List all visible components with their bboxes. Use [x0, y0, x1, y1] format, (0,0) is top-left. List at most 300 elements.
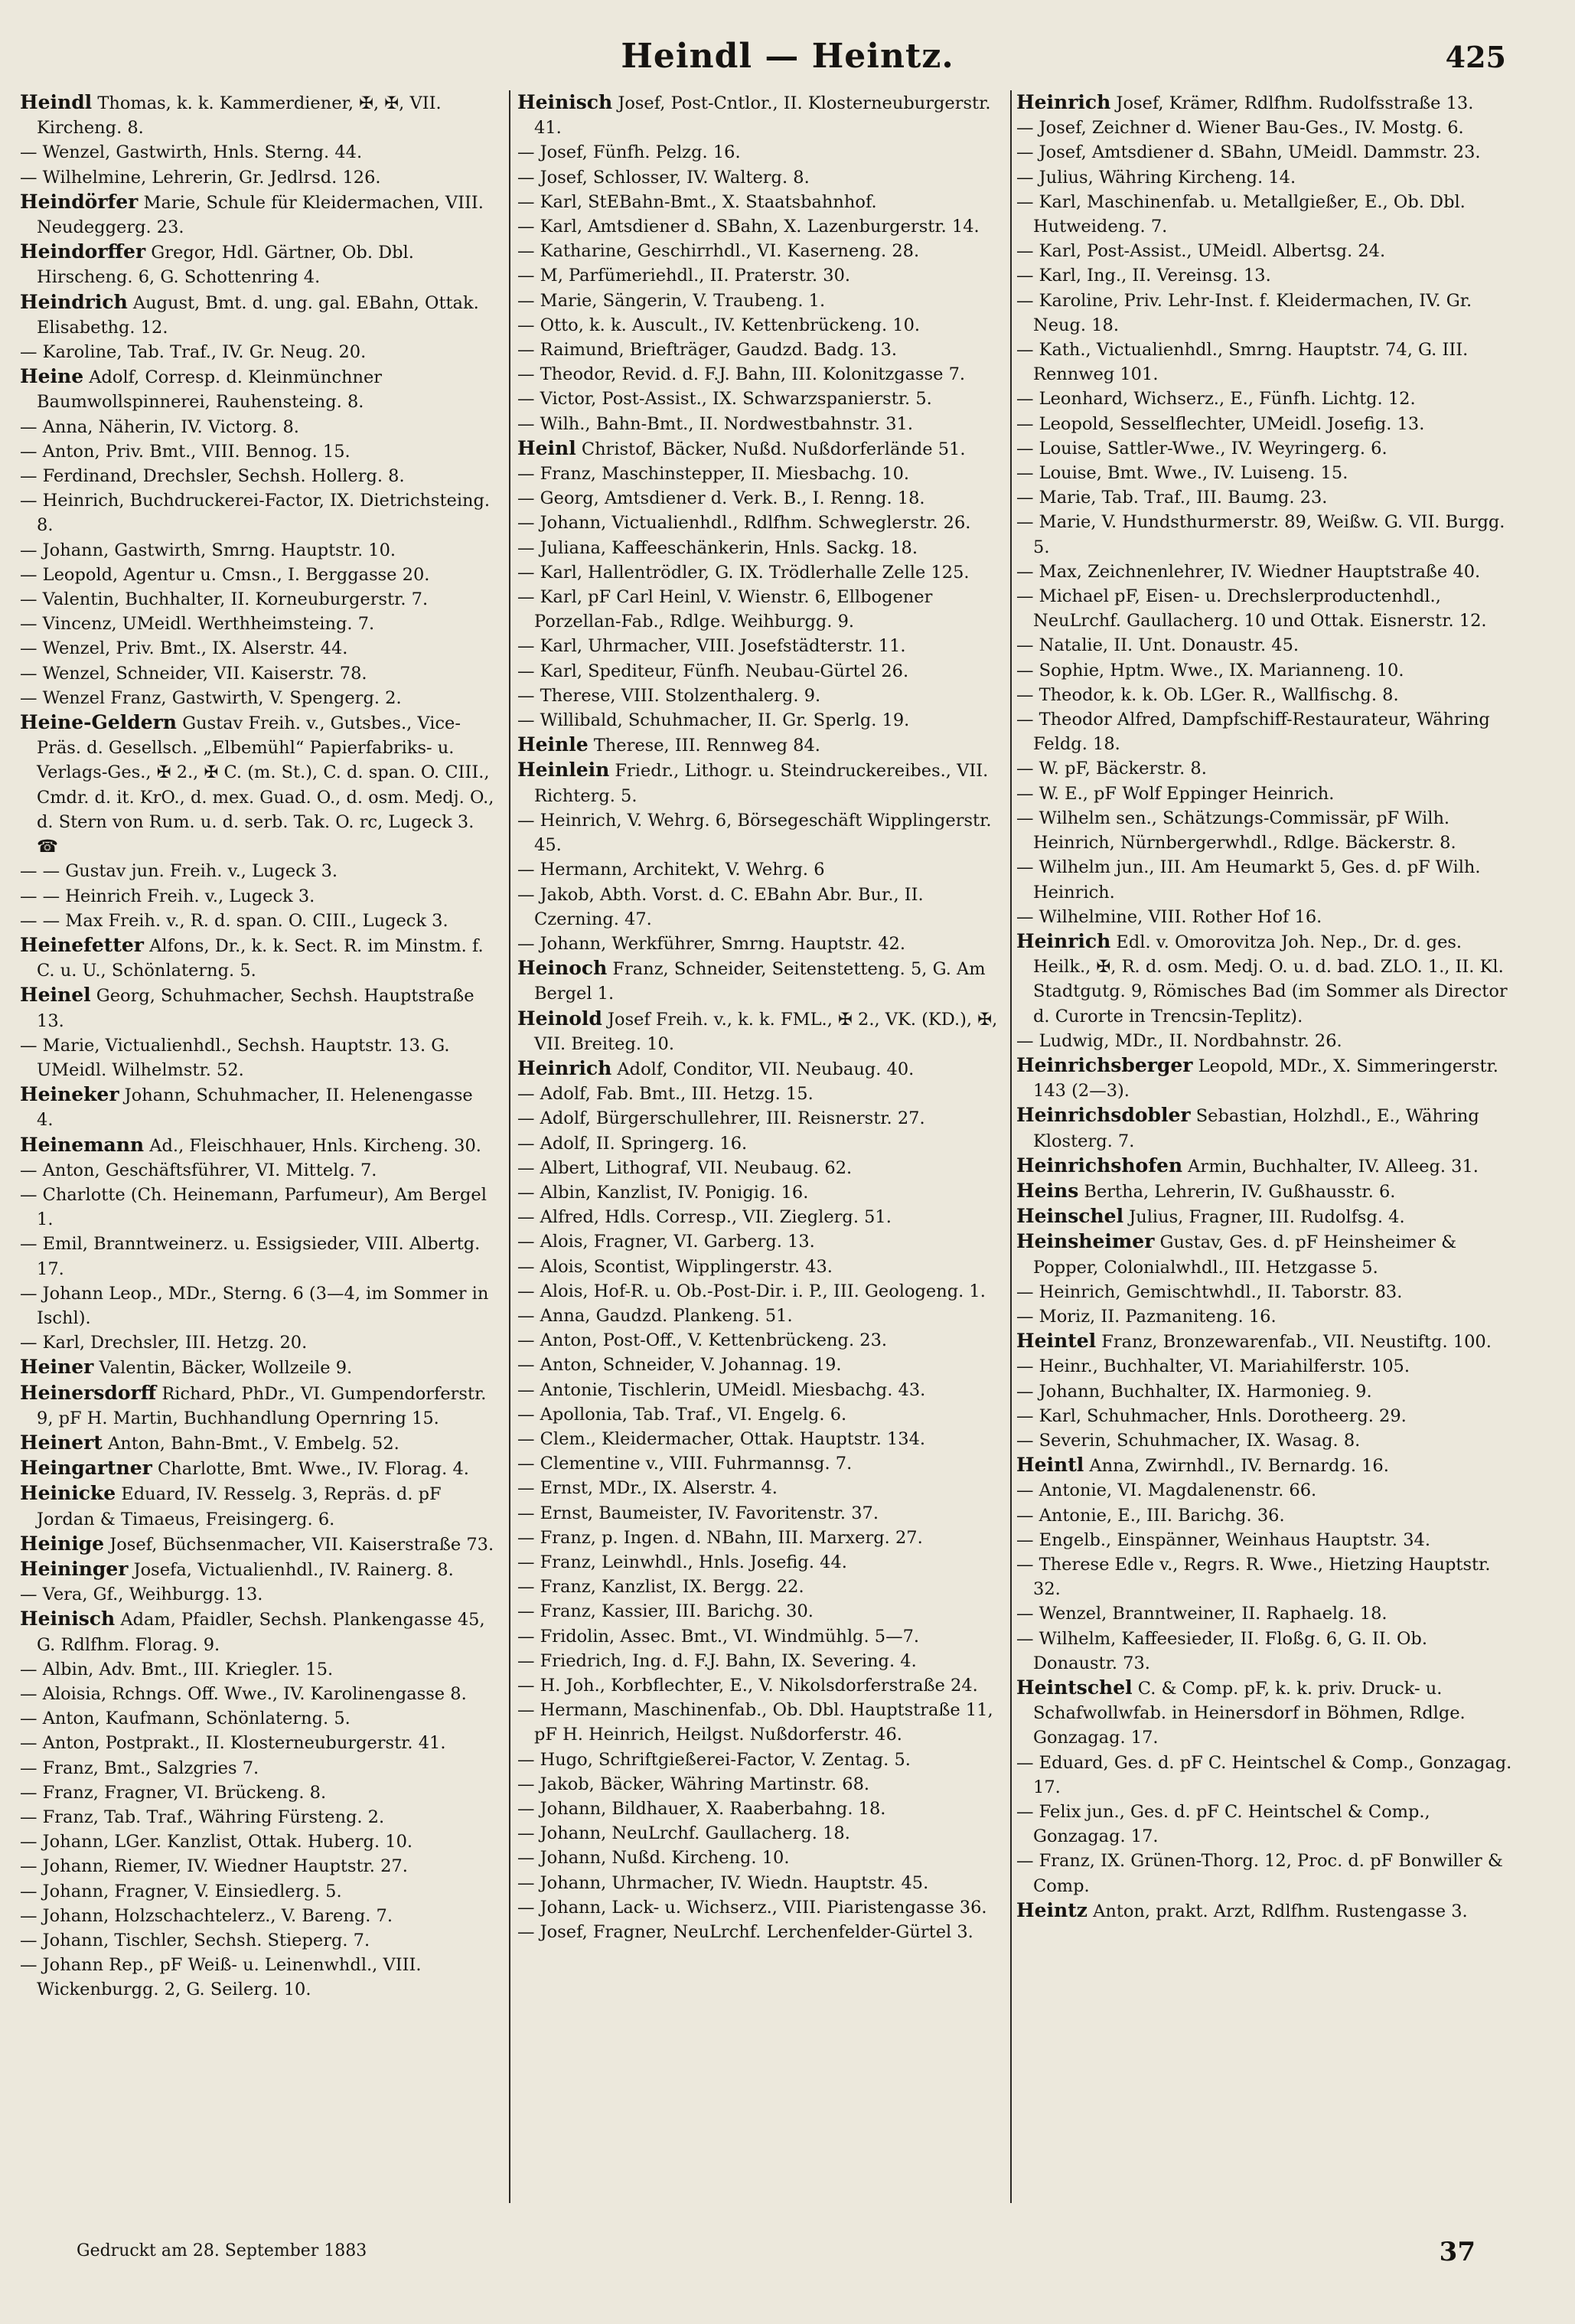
- entry-text: — Karoline, Priv. Lehr-Inst. f. Kleidermachen, IV. Gr. Neug. 18.: [1016, 290, 1472, 335]
- directory-entry: [1016, 855, 1514, 904]
- entry-text: — Clem., Kleidermacher, Ottak. Hauptstr. 134.: [517, 1428, 926, 1449]
- entry-surname: Heinl: [517, 436, 576, 459]
- directory-entry: [517, 1476, 1007, 1500]
- entry-text: — Johann, Holzschachtelerz., V. Bareng. 7.: [20, 1905, 393, 1926]
- directory-entry: [517, 1229, 1007, 1254]
- entry-text: Franz, Bronzewarenfab., VII. Neustiftg. 100.: [1096, 1332, 1492, 1353]
- entry-text: Edl. v. Omorovitza Joh. Nep., Dr. d. ges. Heilk., ✠, R. d. osm. Medj. O. u. d. bad. ZLO. 1., II. Kl. Stadtgutg. 9, Römisches Bad (im Sommer als Director d. Curorte in Trencsin-Teplitz).: [1033, 932, 1508, 1027]
- directory-entry: [20, 290, 494, 340]
- entry-text: — Anna, Näherin, IV. Victorg. 8.: [20, 416, 299, 437]
- directory-entry: [20, 1756, 494, 1781]
- entry-text: — Anton, Schneider, V. Johannag. 19.: [517, 1355, 842, 1376]
- directory-entry: [20, 1355, 494, 1380]
- entry-text: — Alois, Scontist, Wipplingerstr. 43.: [517, 1256, 833, 1277]
- entry-text: — Wilhelm sen., Schätzungs-Commissär, pF Wilh. Heinrich, Nürnbergerwhdl., Rdlge. Bäckerstr. 8.: [1016, 808, 1456, 854]
- entry-text: — Johann, Tischler, Sechsh. Stieperg. 7.: [20, 1931, 370, 1951]
- entry-text: — Karl, StEBahn-Bmt., X. Staatsbahnhof.: [517, 191, 877, 212]
- directory-entry: [20, 415, 494, 439]
- directory-entry: [517, 733, 1007, 758]
- entry-surname: Heins: [1016, 1179, 1079, 1202]
- entry-text: — Louise, Bmt. Wwe., IV. Luiseng. 15.: [1016, 463, 1348, 484]
- directory-entry: [20, 1532, 494, 1557]
- entry-text: — Franz, Kassier, III. Barichg. 30.: [517, 1601, 814, 1622]
- running-title: Heindl — Heintz.: [621, 37, 954, 76]
- directory-entry: [20, 1607, 494, 1657]
- entry-text: — Wenzel, Branntweiner, II. Raphaelg. 18.: [1016, 1604, 1388, 1624]
- directory-entry: [1016, 239, 1514, 263]
- entry-text: — Charlotte (Ch. Heinemann, Parfumeur), Am Bergel 1.: [20, 1184, 487, 1230]
- directory-entry: [20, 1904, 494, 1928]
- directory-entry: [517, 634, 1007, 658]
- directory-entry: [517, 1895, 1007, 1920]
- entry-surname: Heine: [20, 365, 84, 388]
- entry-text: — Karl, Ing., II. Vereinsg. 13.: [1016, 266, 1271, 286]
- entry-text: — Anton, Priv. Bmt., VIII. Bennog. 15.: [20, 441, 351, 462]
- directory-entry: [20, 1953, 494, 2002]
- entry-text: — Wilhelm, Kaffeesieder, II. Floßg. 6, G. II. Ob. Donaustr. 73.: [1016, 1628, 1427, 1673]
- entry-text: Ad., Fleischhauer, Hnls. Kircheng. 30.: [144, 1135, 481, 1156]
- entry-text: — Josef, Fragner, NeuLrchf. Lerchenfelder-Gürtel 3.: [517, 1922, 973, 1943]
- entry-text: — Karl, pF Carl Heinl, V. Wienstr. 6, Ellbogener Porzellan-Fab., Rdlge. Weihburgg. 9.: [517, 587, 933, 632]
- entry-text: Thomas, k. k. Kammerdiener, ✠, ✠, VII. Kircheng. 8.: [37, 93, 442, 139]
- directory-entry: [517, 1304, 1007, 1328]
- column-1: [20, 90, 494, 2218]
- directory-entry: [20, 1781, 494, 1805]
- entry-surname: Heinsheimer: [1016, 1230, 1155, 1253]
- directory-entry: [517, 585, 1007, 634]
- directory-entry: [20, 1183, 494, 1232]
- entry-text: — Juliana, Kaffeeschänkerin, Hnls. Sackg. 18.: [517, 537, 918, 558]
- directory-entry: [1016, 905, 1514, 929]
- entry-surname: Heintschel: [1016, 1676, 1133, 1699]
- entry-text: — Hermann, Maschinenfab., Ob. Dbl. Hauptstraße 11, pF H. Heinrich, Heilgst. Nußdorferstr. 46.: [517, 1700, 993, 1745]
- entry-text: — Albin, Adv. Bmt., III. Kriegler. 15.: [20, 1659, 334, 1679]
- entry-surname: Heindorffer: [20, 240, 146, 263]
- directory-entry: [1016, 1329, 1514, 1354]
- entry-text: — Theodor, Revid. d. F.J. Bahn, III. Kolonitzgasse 7.: [517, 364, 966, 385]
- directory-entry: [1016, 338, 1514, 387]
- directory-entry: [20, 587, 494, 612]
- entry-surname: Heinige: [20, 1532, 105, 1555]
- directory-entry: [20, 983, 494, 1033]
- entry-text: — Vera, Gf., Weihburgg. 13.: [20, 1585, 263, 1605]
- entry-text: — Marie, V. Hundsthurmerstr. 89, Weißw. G. VII. Burgg. 5.: [1016, 512, 1505, 557]
- directory-entry: [517, 1501, 1007, 1526]
- directory-entry: [20, 563, 494, 587]
- entry-surname: Heinefetter: [20, 933, 144, 956]
- entry-text: — Theodor Alfred, Dampfschiff-Restaurateur, Währing Feldg. 18.: [1016, 710, 1490, 755]
- directory-entry: [517, 1920, 1007, 1944]
- page-footer: [0, 2234, 1575, 2272]
- entry-text: — Anton, Kaufmann, Schönlaterng. 5.: [20, 1709, 351, 1729]
- directory-entry: [1016, 683, 1514, 707]
- entry-text: — Ernst, MDr., IX. Alserstr. 4.: [517, 1478, 778, 1499]
- directory-entry: [517, 1131, 1007, 1156]
- entry-text: Marie, Schule für Kleidermachen, VIII. Neudeggerg. 23.: [37, 192, 484, 238]
- entry-text: — Johann, Buchhalter, IX. Harmonieg. 9.: [1016, 1381, 1372, 1402]
- directory-entry: [20, 1431, 494, 1456]
- directory-entry: [1016, 1029, 1514, 1053]
- directory-entry: [20, 165, 494, 190]
- directory-entry: [517, 1106, 1007, 1131]
- entry-text: Julius, Fragner, III. Rudolfsg. 4.: [1123, 1207, 1405, 1228]
- entry-text: Bertha, Lehrerin, IV. Gußhausstr. 6.: [1078, 1181, 1396, 1202]
- entry-surname: Heinemann: [20, 1133, 145, 1156]
- directory-entry: [1016, 1204, 1514, 1229]
- entry-text: — Marie, Tab. Traf., III. Baumg. 23.: [1016, 488, 1328, 508]
- directory-entry: [517, 263, 1007, 288]
- directory-entry: [1016, 1676, 1514, 1751]
- entry-text: — Felix jun., Ges. d. pF C. Heintschel & Comp., Gonzagag. 17.: [1016, 1802, 1430, 1847]
- entry-text: — Josef, Fünfh. Pelzg. 16.: [517, 142, 741, 163]
- directory-entry: [1016, 1528, 1514, 1552]
- column-3: [1016, 90, 1514, 2218]
- entry-surname: Heinle: [517, 733, 589, 756]
- entry-text: Johann, Schuhmacher, II. Helenengasse 4.: [37, 1085, 473, 1131]
- entry-text: Therese, III. Rennweg 84.: [588, 736, 820, 756]
- entry-surname: Heine-Geldern: [20, 711, 177, 734]
- directory-entry: [517, 1673, 1007, 1698]
- entry-text: — Wenzel, Schneider, VII. Kaiserstr. 78.: [20, 663, 367, 684]
- directory-entry: [517, 1082, 1007, 1106]
- directory-entry: [517, 362, 1007, 387]
- entry-text: — Leonhard, Wichserz., E., Fünfh. Lichtg. 12.: [1016, 389, 1416, 410]
- entry-text: — Alois, Fragner, VI. Garberg. 13.: [517, 1232, 815, 1252]
- directory-entry: [517, 1624, 1007, 1649]
- directory-entry: [20, 859, 494, 883]
- directory-entry: [517, 1649, 1007, 1673]
- entry-text: — Natalie, II. Unt. Donaustr. 45.: [1016, 635, 1299, 656]
- entry-text: Josef Freih. v., k. k. FML., ✠ 2., VK. (KD.), ✠, VII. Breiteg. 10.: [534, 1009, 998, 1054]
- directory-entry: [517, 511, 1007, 535]
- directory-entry: [517, 1871, 1007, 1895]
- entry-text: Christof, Bäcker, Nußd. Nußdorferlände 51.: [576, 439, 966, 459]
- entry-text: — Hugo, Schriftgießerei-Factor, V. Zentag. 5.: [517, 1749, 911, 1770]
- entry-surname: Heindl: [20, 91, 93, 113]
- directory-entry: [1016, 387, 1514, 411]
- directory-entry: [517, 1846, 1007, 1870]
- entry-surname: Heinrich: [1016, 91, 1111, 113]
- entry-text: Gregor, Hdl. Gärtner, Ob. Dbl. Hirscheng. 6, G. Schottenring 4.: [37, 243, 414, 288]
- directory-entry: [20, 1731, 494, 1755]
- directory-entry: [20, 1829, 494, 1854]
- directory-entry: [1016, 1404, 1514, 1428]
- directory-entry: [20, 488, 494, 537]
- entry-text: — Franz, Kanzlist, IX. Bergg. 22.: [517, 1577, 804, 1598]
- directory-entry: [1016, 1849, 1514, 1898]
- entry-text: — Antonie, VI. Magdalenenstr. 66.: [1016, 1480, 1317, 1501]
- entry-surname: Heinschel: [1016, 1205, 1124, 1228]
- directory-entry: [20, 140, 494, 165]
- directory-entry: [517, 462, 1007, 486]
- directory-entry: [1016, 263, 1514, 288]
- entry-surname: Heindrich: [20, 290, 128, 313]
- directory-entry: [517, 313, 1007, 338]
- directory-entry: [1016, 1428, 1514, 1453]
- directory-entry: [517, 1056, 1007, 1082]
- entry-text: — Heinr., Buchhalter, VI. Mariahilferstr. 105.: [1016, 1356, 1410, 1377]
- entry-text: — Alois, Hof-R. u. Ob.-Post-Dir. i. P., III. Geologeng. 1.: [517, 1281, 986, 1301]
- entry-text: — Adolf, Fab. Bmt., III. Hetzg. 15.: [517, 1084, 814, 1105]
- directory-entry: [517, 1328, 1007, 1353]
- directory-entry: [1016, 1229, 1514, 1279]
- entry-text: — — Max Freih. v., R. d. span. O. CIII., Lugeck 3.: [20, 910, 448, 931]
- column-rule: [1010, 90, 1012, 2203]
- directory-entry: [1016, 436, 1514, 461]
- entry-surname: Heinisch: [20, 1608, 116, 1630]
- entry-text: — Josef, Amtsdiener d. SBahn, UMeidl. Dammstr. 23.: [1016, 142, 1481, 163]
- directory-entry: [1016, 1179, 1514, 1204]
- entry-text: — Johann, NeuLrchf. Gaullacherg. 18.: [517, 1823, 850, 1844]
- entry-surname: Heinicke: [20, 1482, 116, 1505]
- directory-entry: [20, 464, 494, 488]
- directory-entry: [20, 1481, 494, 1531]
- directory-entry: [1016, 1503, 1514, 1528]
- directory-entry: [20, 1456, 494, 1481]
- entry-text: Anton, Bahn-Bmt., V. Embelg. 52.: [102, 1433, 399, 1454]
- directory-entry: [517, 165, 1007, 190]
- directory-entry: [20, 538, 494, 563]
- directory-entry: [1016, 560, 1514, 584]
- entry-text: — Albert, Lithograf, VII. Neubaug. 62.: [517, 1157, 853, 1178]
- entry-text: — Johann, Uhrmacher, IV. Wiedn. Hauptstr. 45.: [517, 1872, 929, 1893]
- directory-entry: [517, 1279, 1007, 1304]
- entry-surname: Heininger: [20, 1557, 129, 1580]
- entry-text: Gustav, Ges. d. pF Heinsheimer & Popper, Colonialwhdl., III. Hetzgasse 5.: [1033, 1232, 1457, 1278]
- entry-text: — Johann, Gastwirth, Smrng. Hauptstr. 10.: [20, 540, 396, 560]
- directory-entry: [1016, 1552, 1514, 1601]
- entry-text: — Johann, Nußd. Kircheng. 10.: [517, 1848, 790, 1869]
- entry-text: — Johann, Lack- u. Wichserz., VIII. Piaristengasse 36.: [517, 1897, 987, 1918]
- entry-surname: Heinold: [517, 1007, 602, 1030]
- directory-entry: [1016, 1478, 1514, 1503]
- directory-entry: [1016, 1627, 1514, 1676]
- entry-text: — Alfred, Hdls. Corresp., VII. Zieglerg. 51.: [517, 1207, 892, 1228]
- directory-entry: [1016, 1154, 1514, 1179]
- entry-text: Friedr., Lithogr. u. Steindruckereibes., VII. Richterg. 5.: [534, 761, 989, 806]
- directory-entry: [517, 338, 1007, 362]
- entry-text: — Adolf, Bürgerschullehrer, III. Reisnerstr. 27.: [517, 1108, 925, 1129]
- directory-entry: [517, 90, 1007, 140]
- directory-entry: [1016, 1280, 1514, 1304]
- directory-entry: [517, 659, 1007, 684]
- entry-text: — Moriz, II. Pazmaniteng. 16.: [1016, 1306, 1277, 1327]
- directory-entry: [517, 1821, 1007, 1846]
- directory-entry: [517, 883, 1007, 932]
- directory-entry: [517, 1378, 1007, 1402]
- directory-entry: [517, 1255, 1007, 1279]
- directory-entry: [1016, 1379, 1514, 1404]
- entry-text: — Ernst, Baumeister, IV. Favoritenstr. 37.: [517, 1503, 879, 1523]
- entry-text: — Heinrich, Buchdruckerei-Factor, IX. Dietrichsteing. 8.: [20, 491, 491, 536]
- entry-text: — Clementine v., VIII. Fuhrmannsg. 7.: [517, 1454, 853, 1474]
- entry-text: — Ferdinand, Drechsler, Sechsh. Hollerg. 8.: [20, 466, 405, 487]
- entry-text: — Max, Zeichnenlehrer, IV. Wiedner Hauptstraße 40.: [1016, 561, 1481, 582]
- entry-text: — Therese Edle v., Regrs. R. Wwe., Hietzing Hauptstr. 32.: [1016, 1554, 1491, 1600]
- entry-text: — Johann, Fragner, V. Einsiedlerg. 5.: [20, 1881, 342, 1901]
- directory-entry: [20, 1657, 494, 1682]
- entry-text: — M, Parfümeriehdl., II. Praterstr. 30.: [517, 266, 851, 286]
- entry-text: — Wenzel, Priv. Bmt., IX. Alserstr. 44.: [20, 638, 348, 659]
- entry-text: — Johann, Werkführer, Smrng. Hauptstr. 42.: [517, 933, 906, 954]
- entry-surname: Heingartner: [20, 1457, 152, 1480]
- directory-entry: [1016, 165, 1514, 190]
- entry-surname: Heiner: [20, 1356, 94, 1379]
- entry-text: — Wilhelmine, Lehrerin, Gr. Jedlrsd. 126.: [20, 167, 381, 188]
- entry-text: — Anna, Gaudzd. Plankeng. 51.: [517, 1305, 793, 1326]
- entry-text: August, Bmt. d. ung. gal. EBahn, Ottak. Elisabethg. 12.: [37, 292, 479, 338]
- entry-text: — Victor, Post-Assist., IX. Schwarzspanierstr. 5.: [517, 389, 932, 410]
- entry-text: — Anton, Postprakt., II. Klosterneuburgerstr. 41.: [20, 1733, 446, 1754]
- entry-text: — Franz, Bmt., Salzgries 7.: [20, 1758, 259, 1778]
- entry-text: — Otto, k. k. Auscult., IV. Kettenbrückeng. 10.: [517, 315, 921, 335]
- directory-entry: [1016, 658, 1514, 683]
- directory-entry: [517, 486, 1007, 511]
- directory-entry: [517, 1748, 1007, 1772]
- directory-entry: [517, 239, 1007, 263]
- entry-text: — Julius, Währing Kircheng. 14.: [1016, 167, 1296, 188]
- entry-text: — Aloisia, Rchngs. Off. Wwe., IV. Karolinengasse 8.: [20, 1684, 467, 1704]
- entry-text: Franz, Schneider, Seitenstetteng. 5, G. Am Bergel 1.: [534, 959, 986, 1004]
- entry-text: — Marie, Sängerin, V. Traubeng. 1.: [517, 290, 826, 311]
- directory-entry: [517, 1550, 1007, 1575]
- entry-text: Richard, PhDr., VI. Gumpendorferstr. 9, pF H. Martin, Buchhandlung Opernring 15.: [37, 1383, 487, 1428]
- entry-text: — Karl, Uhrmacher, VIII. Josefstädterstr. 11.: [517, 636, 906, 657]
- entry-text: — Johann, LGer. Kanzlist, Ottak. Huberg. 10.: [20, 1832, 413, 1852]
- directory-entry: [20, 1879, 494, 1904]
- entry-text: — Johann, Victualienhdl., Rdlfhm. Schweglerstr. 26.: [517, 513, 971, 534]
- directory-entry: [517, 708, 1007, 733]
- directory-entry: [20, 710, 494, 859]
- directory-entry: [517, 436, 1007, 462]
- directory-entry: [517, 684, 1007, 708]
- entry-text: — Johann Leop., MDr., Sterng. 6 (3—4, im Sommer in Ischl).: [20, 1283, 489, 1328]
- entry-text: — Friedrich, Ing. d. F.J. Bahn, IX. Severing. 4.: [517, 1650, 917, 1671]
- directory-entry: [20, 884, 494, 909]
- page-header: [0, 37, 1575, 90]
- signature-mark: 37: [1439, 2237, 1476, 2267]
- directory-entry: [517, 1156, 1007, 1180]
- entry-text: — Jakob, Bäcker, Währing Martinstr. 68.: [517, 1774, 870, 1794]
- directory-entry: [1016, 782, 1514, 806]
- directory-entry: [1016, 116, 1514, 140]
- directory-entry: [20, 636, 494, 661]
- entry-text: — Wenzel Franz, Gastwirth, V. Spengerg. 2.: [20, 687, 402, 708]
- entry-text: Josefa, Victualienhdl., IV. Rainerg. 8.: [128, 1559, 454, 1580]
- entry-text: — Antonie, Tischlerin, UMeidl. Miesbachg. 43.: [517, 1379, 926, 1400]
- directory-entry: [1016, 1103, 1514, 1153]
- directory-entry: [20, 1854, 494, 1878]
- directory-entry: [20, 1082, 494, 1132]
- entry-text: Valentin, Bäcker, Wollzeile 9.: [93, 1358, 353, 1379]
- directory-entry: [20, 933, 494, 983]
- directory-entry: [20, 612, 494, 636]
- entry-text: — Karl, Maschinenfab. u. Metallgießer, E., Ob. Dbl. Hutweideng. 7.: [1016, 191, 1466, 237]
- entry-text: Alfons, Dr., k. k. Sect. R. im Minstm. f. C. u. U., Schönlaterng. 5.: [37, 935, 484, 981]
- entry-text: — Georg, Amtsdiener d. Verk. B., I. Renng. 18.: [517, 488, 925, 509]
- entry-text: — Anton, Geschäftsführer, VI. Mittelg. 7.: [20, 1160, 377, 1180]
- directory-entry: [20, 909, 494, 933]
- directory-entry: [20, 190, 494, 240]
- directory-entry: [517, 1205, 1007, 1229]
- entry-text: — Johann, Bildhauer, X. Raaberbahng. 18.: [517, 1799, 886, 1820]
- directory-entry: [20, 661, 494, 686]
- directory-entry: [517, 387, 1007, 411]
- directory-entry: [517, 1526, 1007, 1550]
- entry-text: — Willibald, Schuhmacher, II. Gr. Sperlg. 19.: [517, 710, 910, 731]
- entry-text: Gustav Freih. v., Gutsbes., Vice-Präs. d. Gesellsch. „Elbemühl“ Papierfabriks- u. Verlags-Ges., ✠ 2., ✠ C. (m. St.), C. d. span. O. CIII., Cmdr. d. it. KrO., d. mex. Guad. O., d. osm. Medj. O., d. Stern von Rum. u. d. serb. Tak. O. rc, Lugeck 3. ☎: [37, 713, 494, 857]
- entry-text: — Leopold, Agentur u. Cmsn., I. Berggasse 20.: [20, 564, 430, 585]
- directory-entry: [517, 956, 1007, 1006]
- entry-text: — Karl, Amtsdiener d. SBahn, X. Lazenburgerstr. 14.: [517, 217, 980, 237]
- directory-entry: [1016, 1453, 1514, 1478]
- entry-text: — Franz, IX. Grünen-Thorg. 12, Proc. d. pF Bonwiller & Comp.: [1016, 1851, 1503, 1896]
- entry-text: — W. pF, Bäckerstr. 8.: [1016, 759, 1207, 779]
- entry-text: — Albin, Kanzlist, IV. Ponigig. 16.: [517, 1182, 809, 1203]
- directory-entry: [1016, 584, 1514, 633]
- directory-entry: [20, 1330, 494, 1355]
- entry-text: — Heinrich, V. Wehrg. 6, Börsegeschäft Wipplingerstr. 45.: [517, 810, 992, 856]
- directory-entry: [1016, 461, 1514, 485]
- directory-entry: [20, 90, 494, 140]
- entry-text: Anton, prakt. Arzt, Rdlfhm. Rustengasse 3.: [1087, 1901, 1468, 1921]
- entry-surname: Heintl: [1016, 1454, 1084, 1477]
- directory-entry: [20, 1805, 494, 1829]
- entry-surname: Heinrichshofen: [1016, 1154, 1183, 1177]
- directory-entry: [1016, 510, 1514, 559]
- directory-entry: [20, 240, 494, 289]
- directory-entry: [517, 214, 1007, 239]
- entry-text: — Kath., Victualienhdl., Smrng. Hauptstr. 74, G. III. Rennweg 101.: [1016, 340, 1469, 385]
- directory-entry: [20, 686, 494, 710]
- column-rule: [509, 90, 510, 2203]
- directory-entry: [517, 1402, 1007, 1427]
- entry-surname: Heinrich: [517, 1056, 612, 1079]
- entry-text: — Apollonia, Tab. Traf., VI. Engelg. 6.: [517, 1404, 847, 1425]
- directory-entry: [517, 1575, 1007, 1599]
- entry-text: — Engelb., Einspänner, Weinhaus Hauptstr. 34.: [1016, 1529, 1431, 1550]
- entry-text: — Hermann, Architekt, V. Wehrg. 6: [517, 860, 825, 880]
- entry-text: — Franz, p. Ingen. d. NBahn, III. Marxerg. 27.: [517, 1527, 923, 1548]
- page-number: 425: [1445, 40, 1506, 74]
- directory-entry: [1016, 412, 1514, 436]
- entry-text: — Karl, Hallentrödler, G. IX. Trödlerhalle Zelle 125.: [517, 562, 970, 583]
- directory-entry: [20, 1232, 494, 1281]
- entry-text: Josef, Post-Cntlor., II. Klosterneuburgerstr. 41.: [534, 93, 991, 139]
- entry-text: Adam, Pfaidler, Sechsh. Plankengasse 45, G. Rdlfhm. Florag. 9.: [37, 1610, 485, 1655]
- directory-entry: [1016, 1053, 1514, 1103]
- entry-text: Sebastian, Holzhdl., E., Währing Klosterg. 7.: [1033, 1106, 1479, 1151]
- entry-text: — — Gustav jun. Freih. v., Lugeck 3.: [20, 861, 338, 882]
- directory-entry: [517, 1772, 1007, 1797]
- entry-surname: Heinlein: [517, 759, 610, 782]
- directory-entry: [517, 1427, 1007, 1451]
- entry-text: — Jakob, Abth. Vorst. d. C. EBahn Abr. Bur., II. Czerning. 47.: [517, 884, 924, 929]
- directory-entry: [517, 1698, 1007, 1747]
- entry-text: — Karoline, Tab. Traf., IV. Gr. Neug. 20.: [20, 342, 367, 363]
- directory-entry: [1016, 707, 1514, 756]
- entry-surname: Heinersdorff: [20, 1381, 157, 1404]
- column-2: [517, 90, 1007, 2218]
- directory-entry: [517, 190, 1007, 214]
- entry-text: — Michael pF, Eisen- u. Drechslerproductenhdl., NeuLrchf. Gaullacherg. 10 und Ottak. Eisnerstr. 12.: [1016, 586, 1487, 632]
- print-date: Gedruckt am 28. September 1883: [77, 2241, 367, 2260]
- directory-entry: [20, 1557, 494, 1582]
- entry-surname: Heinrich: [1016, 929, 1111, 952]
- entry-text: Charlotte, Bmt. Wwe., IV. Florag. 4.: [152, 1459, 469, 1480]
- entry-text: — Therese, VIII. Stolzenthalerg. 9.: [517, 685, 821, 706]
- entry-text: Leopold, MDr., X. Simmeringerstr. 143 (2—3).: [1033, 1056, 1498, 1102]
